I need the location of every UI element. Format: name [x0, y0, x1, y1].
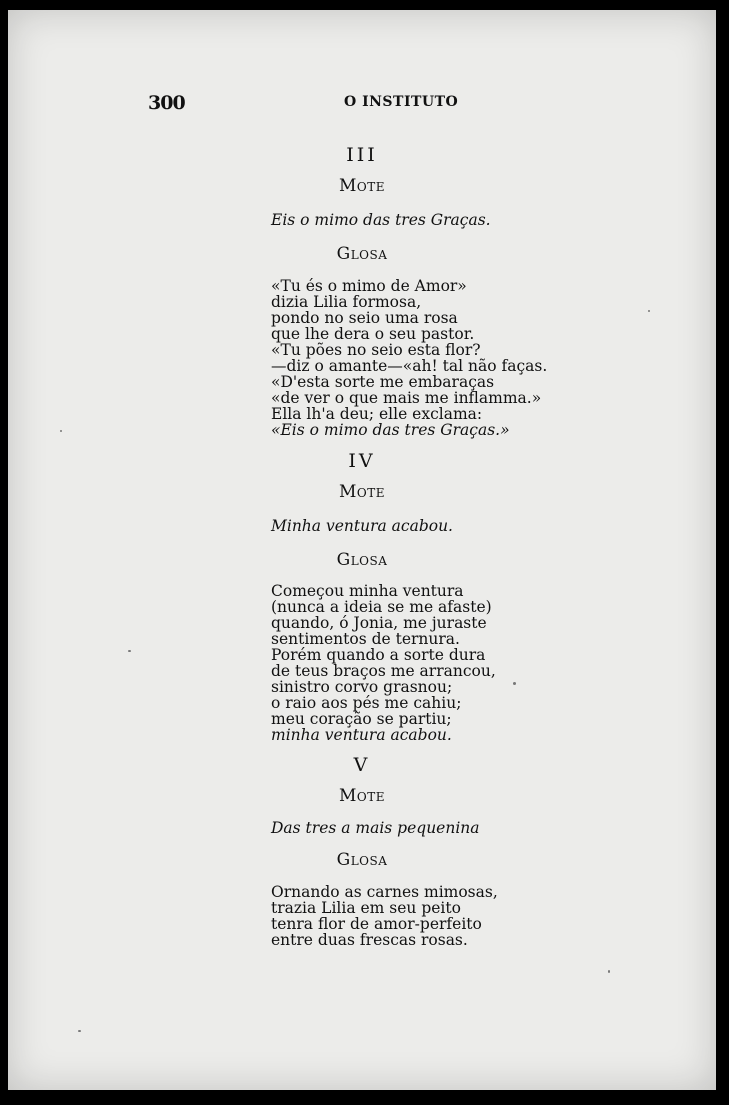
poem-line: Começou minha ventura: [271, 582, 464, 600]
poem-line: «Eis o mimo das tres Graças.»: [271, 421, 510, 439]
poem-line: dizia Lilia formosa,: [271, 293, 422, 311]
poem-line: «de ver o que mais me inflamma.»: [271, 389, 542, 407]
poem-line: «Tu pões no seio esta flor?: [271, 341, 481, 359]
paper-speck: [78, 1030, 81, 1032]
poem-line: tenra flor de amor-perfeito: [271, 915, 482, 933]
poem-line: Porém quando a sorte dura: [271, 646, 486, 664]
glosa-iii: [271, 278, 691, 438]
poem-line: que lhe dera o seu pastor.: [271, 325, 475, 343]
poem-line: sentimentos de ternura.: [271, 630, 460, 648]
paper-speck: [608, 970, 610, 973]
page-header: [8, 92, 716, 116]
mote-iv: Minha ventura acabou.: [271, 517, 453, 535]
poem-line: Ornando as carnes mimosas,: [271, 883, 498, 901]
poem-line: (nunca a ideia se me afaste): [271, 598, 492, 616]
poem-line: quando, ó Jonia, me juraste: [271, 614, 487, 632]
section-number-v: V: [353, 754, 371, 776]
running-title: O INSTITUTO: [344, 94, 459, 110]
mote-iii: Eis o mimo das tres Graças.: [271, 211, 491, 229]
poem-line: sinistro corvo grasnou;: [271, 678, 453, 696]
poem-line: —diz o amante—«ah! tal não faças.: [271, 357, 548, 375]
poem-line: entre duas frescas rosas.: [271, 931, 468, 949]
page-number: 300: [148, 92, 185, 114]
poem-line: Ella lh'a deu; elle exclama:: [271, 405, 483, 423]
glosa-heading-iii: Glosa: [336, 244, 388, 264]
section-number-iii: III: [346, 144, 378, 166]
section-number-iv: IV: [348, 450, 376, 472]
poem-line: meu coração se partiu;: [271, 710, 452, 728]
mote-heading-iii: Mote: [338, 176, 385, 196]
paper-speck: [128, 650, 131, 652]
glosa-iv: [271, 583, 691, 743]
poem-line: «Tu és o mimo de Amor»: [271, 277, 467, 295]
glosa-v: [271, 884, 691, 948]
book-page: [8, 10, 716, 1090]
paper-speck: [648, 310, 650, 312]
poem-line: pondo no seio uma rosa: [271, 309, 458, 327]
poem-line: trazia Lilia em seu peito: [271, 899, 461, 917]
paper-speck: [513, 682, 516, 685]
paper-speck: [60, 430, 62, 432]
mote-heading-v: Mote: [338, 786, 385, 806]
poem-line: «D'esta sorte me embaraças: [271, 373, 495, 391]
glosa-heading-iv: Glosa: [336, 550, 388, 570]
poem-line: de teus braços me arrancou,: [271, 662, 496, 680]
poem-line: o raio aos pés me cahiu;: [271, 694, 462, 712]
mote-heading-iv: Mote: [338, 482, 385, 502]
mote-v: Das tres a mais pequenina: [271, 819, 480, 837]
glosa-heading-v: Glosa: [336, 850, 388, 870]
poem-line: minha ventura acabou.: [271, 726, 452, 744]
